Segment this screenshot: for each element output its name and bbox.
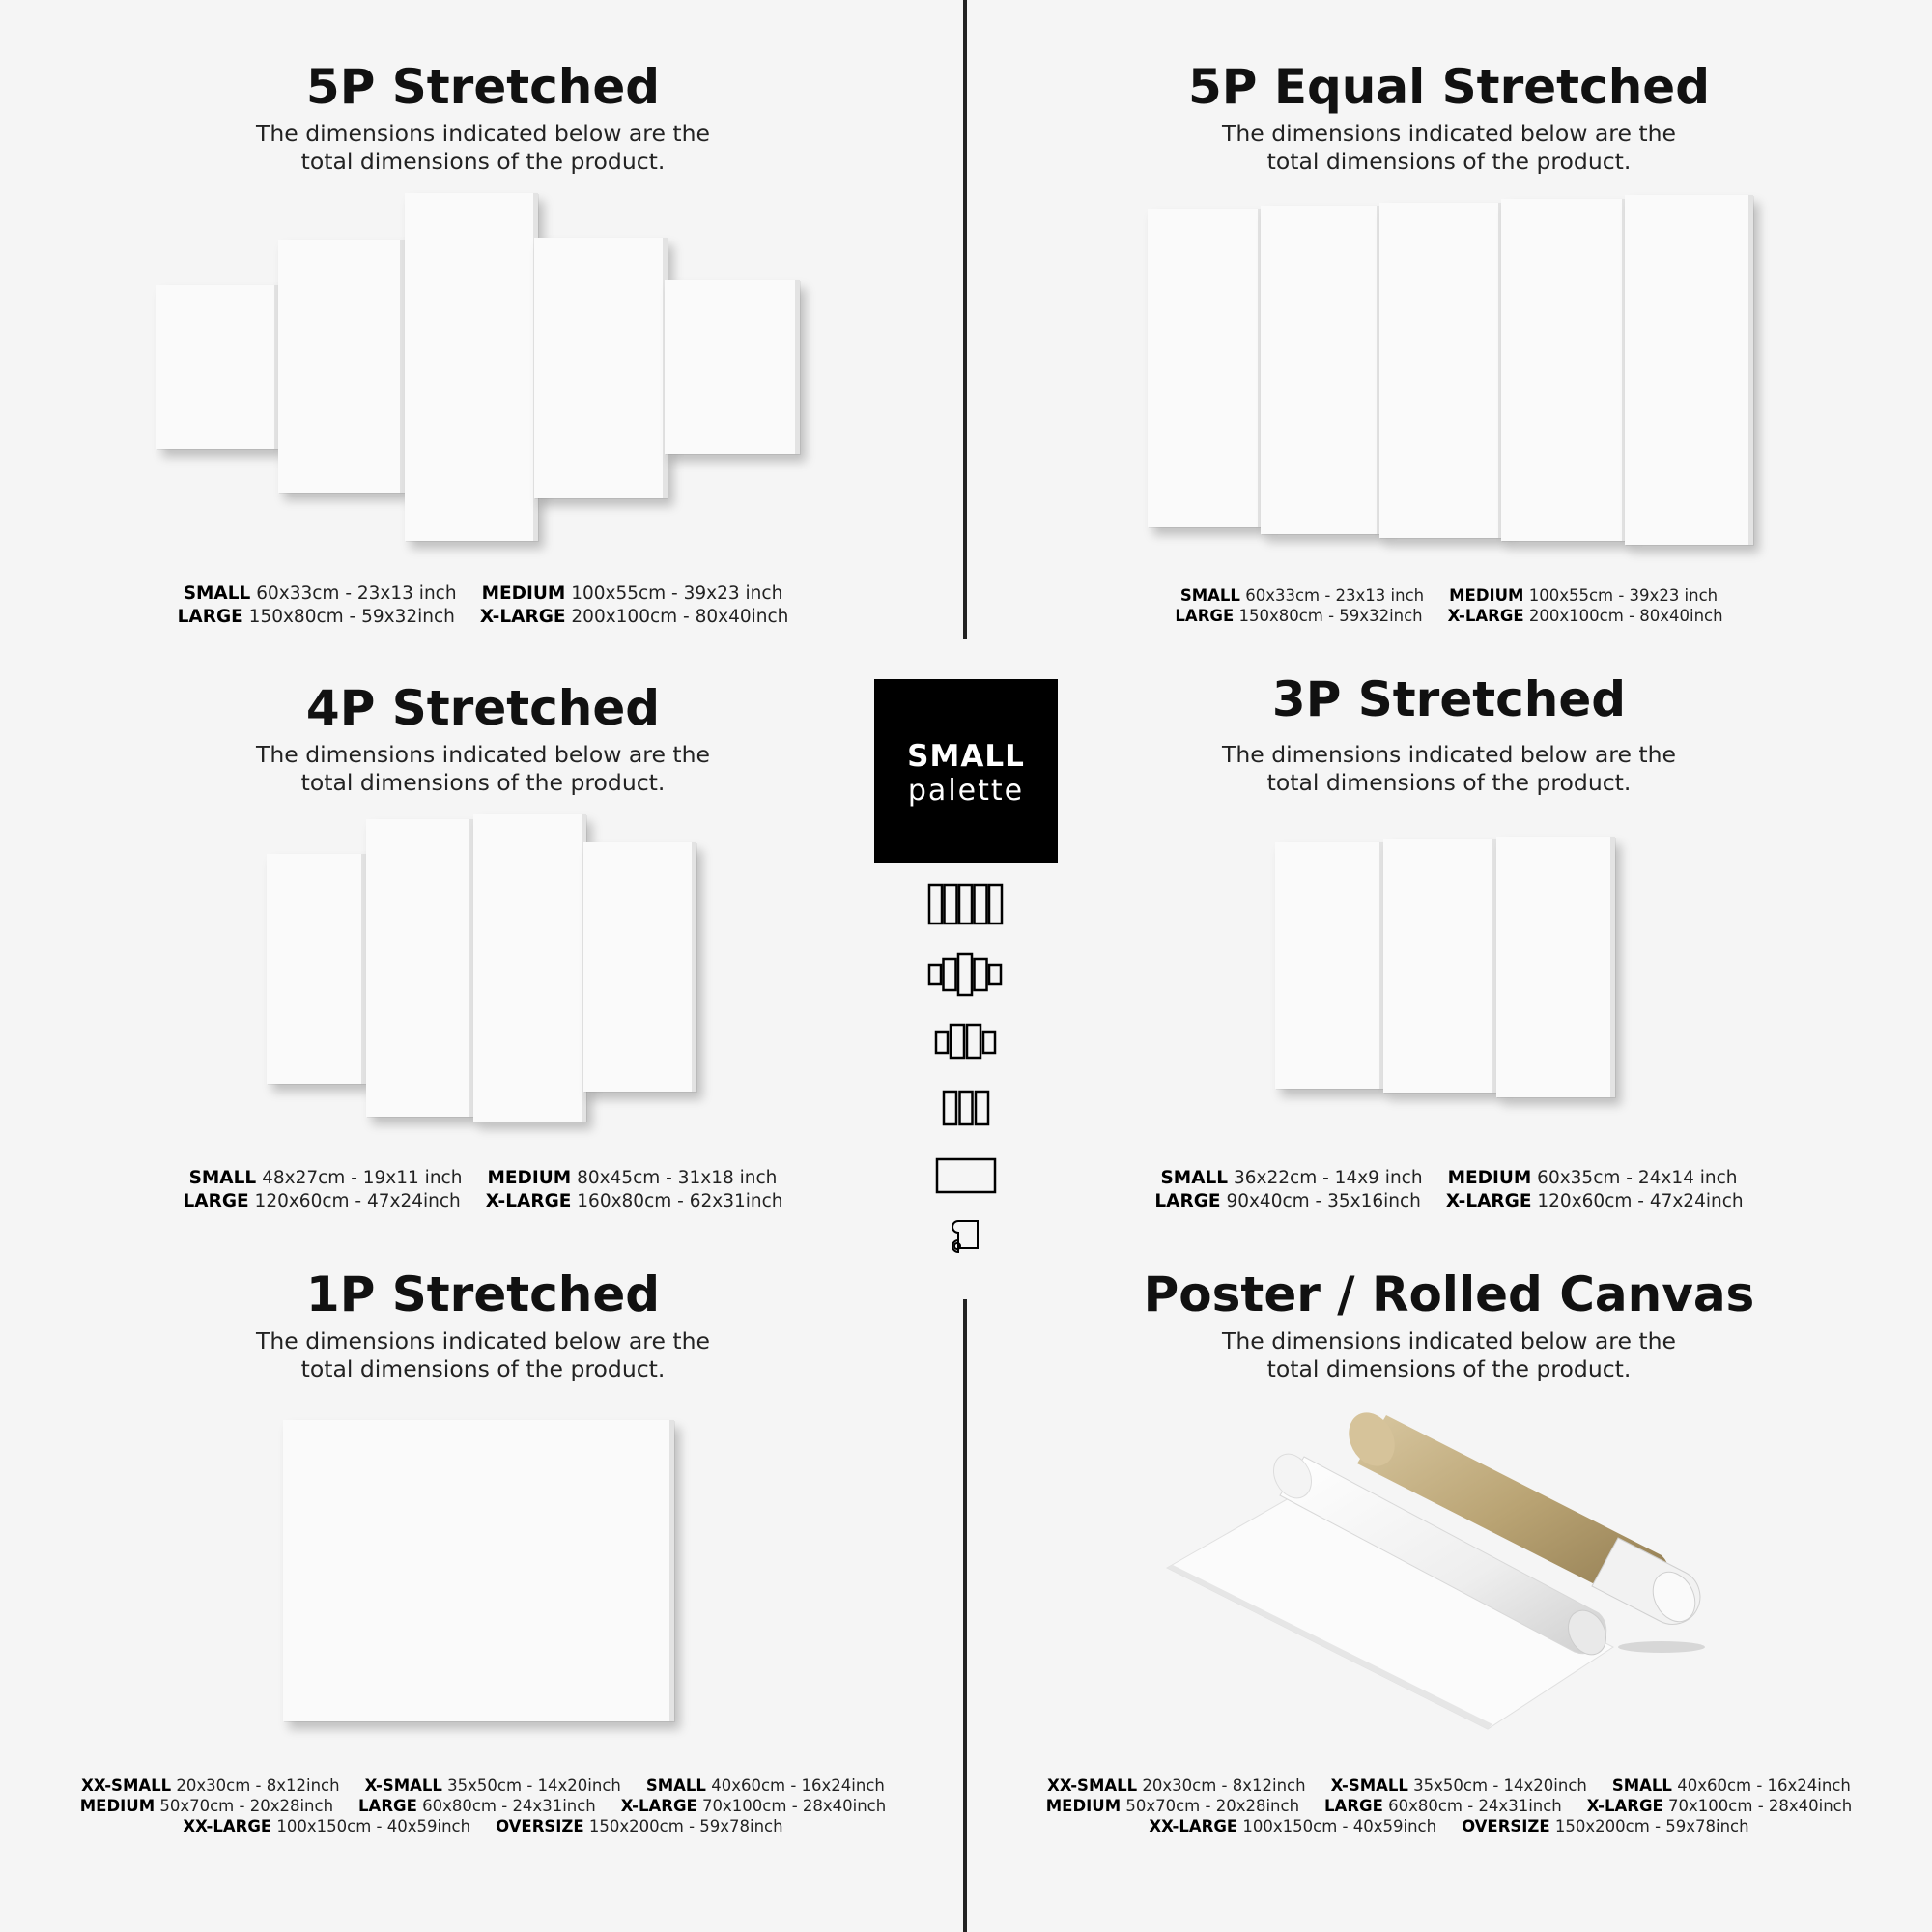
panel-title: 5P Stretched (305, 59, 661, 115)
panel-title: Poster / Rolled Canvas (1143, 1266, 1755, 1322)
size-list-4p-stretched: SMALL 48x27cm - 19x11 inch MEDIUM 80x45cm - 31x18 inch LARGE 120x60cm - 47x24inch X-LARGE 160x80cm - 62x31inch (183, 1168, 783, 1211)
canvas-panel (1261, 206, 1381, 534)
panel-subtitle: The dimensions indicated below are the total dimensions of the product. (256, 1327, 710, 1382)
size-list-3p-stretched: SMALL 36x22cm - 14x9 inch MEDIUM 60x35cm - 24x14 inch LARGE 90x40cm - 35x16inch X-LARGE 120x60cm - 47x24inch (1154, 1168, 1744, 1211)
brand-logo-line2: palette (907, 774, 1025, 808)
canvas-panel (283, 1420, 674, 1721)
five-equal-panels-icon (908, 881, 1024, 927)
single-panel-icon (908, 1154, 1024, 1197)
panel-subtitle: The dimensions indicated below are the total dimensions of the product. (1222, 1327, 1676, 1382)
panel-5p-stretched (0, 58, 966, 176)
canvas-panel (156, 285, 279, 449)
panel-5p-equal-stretched (966, 58, 1932, 176)
canvas-panel (583, 842, 696, 1092)
brand-logo-line1: SMALL (907, 739, 1025, 774)
canvas-panel (1383, 839, 1497, 1093)
panel-3p-stretched (966, 670, 1932, 797)
panel-title: 4P Stretched (305, 680, 661, 736)
panel-title: 1P Stretched (305, 1266, 661, 1322)
size-list-5p-stretched: SMALL 60x33cm - 23x13 inch MEDIUM 100x55cm - 39x23 inch LARGE 150x80cm - 59x32inch X-LARGE 200x100cm - 80x40inch (177, 583, 789, 627)
four-panels-icon (908, 1019, 1024, 1064)
five-stretched-panels-icon (908, 952, 1024, 998)
canvas-panel (1501, 199, 1627, 541)
panel-title: 3P Stretched (1271, 671, 1627, 727)
canvas-panel (1379, 203, 1503, 538)
size-list-5p-equal-stretched: SMALL 60x33cm - 23x13 inch MEDIUM 100x55cm - 39x23 inch LARGE 150x80cm - 59x32inch X-LARGE 200x100cm - 80x40inch (1175, 586, 1723, 625)
canvas-panel (267, 854, 366, 1084)
canvas-panel (1275, 842, 1384, 1089)
panel-subtitle: The dimensions indicated below are the total dimensions of the product. (1222, 120, 1676, 175)
canvas-panel (278, 240, 405, 493)
panel-subtitle: The dimensions indicated below are the total dimensions of the product. (1222, 741, 1676, 796)
panel-title: 5P Equal Stretched (1188, 59, 1710, 115)
canvas-panel (473, 814, 586, 1122)
panel-poster-rolled-canvas (966, 1265, 1932, 1383)
canvas-panel (665, 280, 800, 454)
canvas-panel (405, 193, 538, 541)
canvas-panel (1625, 195, 1753, 545)
panel-subtitle: The dimensions indicated below are the total dimensions of the product. (256, 120, 710, 175)
panel-4p-stretched (0, 679, 966, 797)
size-list-poster: XX-SMALL 20x30cm - 8x12inch X-SMALL 35x50cm - 14x20inch SMALL 40x60cm - 16x24inch MEDIUM 50x70cm - 20x28inch LARGE 60x80cm - 24x31inch X-LARGE 70x100cm - 28x40inch XX-LARGE 100x150cm - 40x59inch OVERSIZE 150x200cm - 59x78inch (1045, 1776, 1853, 1835)
divider-bottom (963, 1299, 967, 1932)
panel-subtitle: The dimensions indicated below are the total dimensions of the product. (256, 741, 710, 796)
three-panels-icon (908, 1086, 1024, 1130)
size-list-1p-stretched: XX-SMALL 20x30cm - 8x12inch X-SMALL 35x50cm - 14x20inch SMALL 40x60cm - 16x24inch MEDIUM 50x70cm - 20x28inch LARGE 60x80cm - 24x31inch X-LARGE 70x100cm - 28x40inch XX-LARGE 100x150cm - 40x59inch OVERSIZE 150x200cm - 59x78inch (79, 1776, 887, 1835)
canvas-panel (1496, 837, 1615, 1097)
brand-logo (874, 679, 1058, 863)
canvas-panel (1148, 209, 1263, 527)
canvas-panel (534, 238, 668, 498)
rolled-poster-icon (908, 1215, 1024, 1258)
panel-1p-stretched (0, 1265, 966, 1383)
canvas-panel (366, 819, 474, 1117)
